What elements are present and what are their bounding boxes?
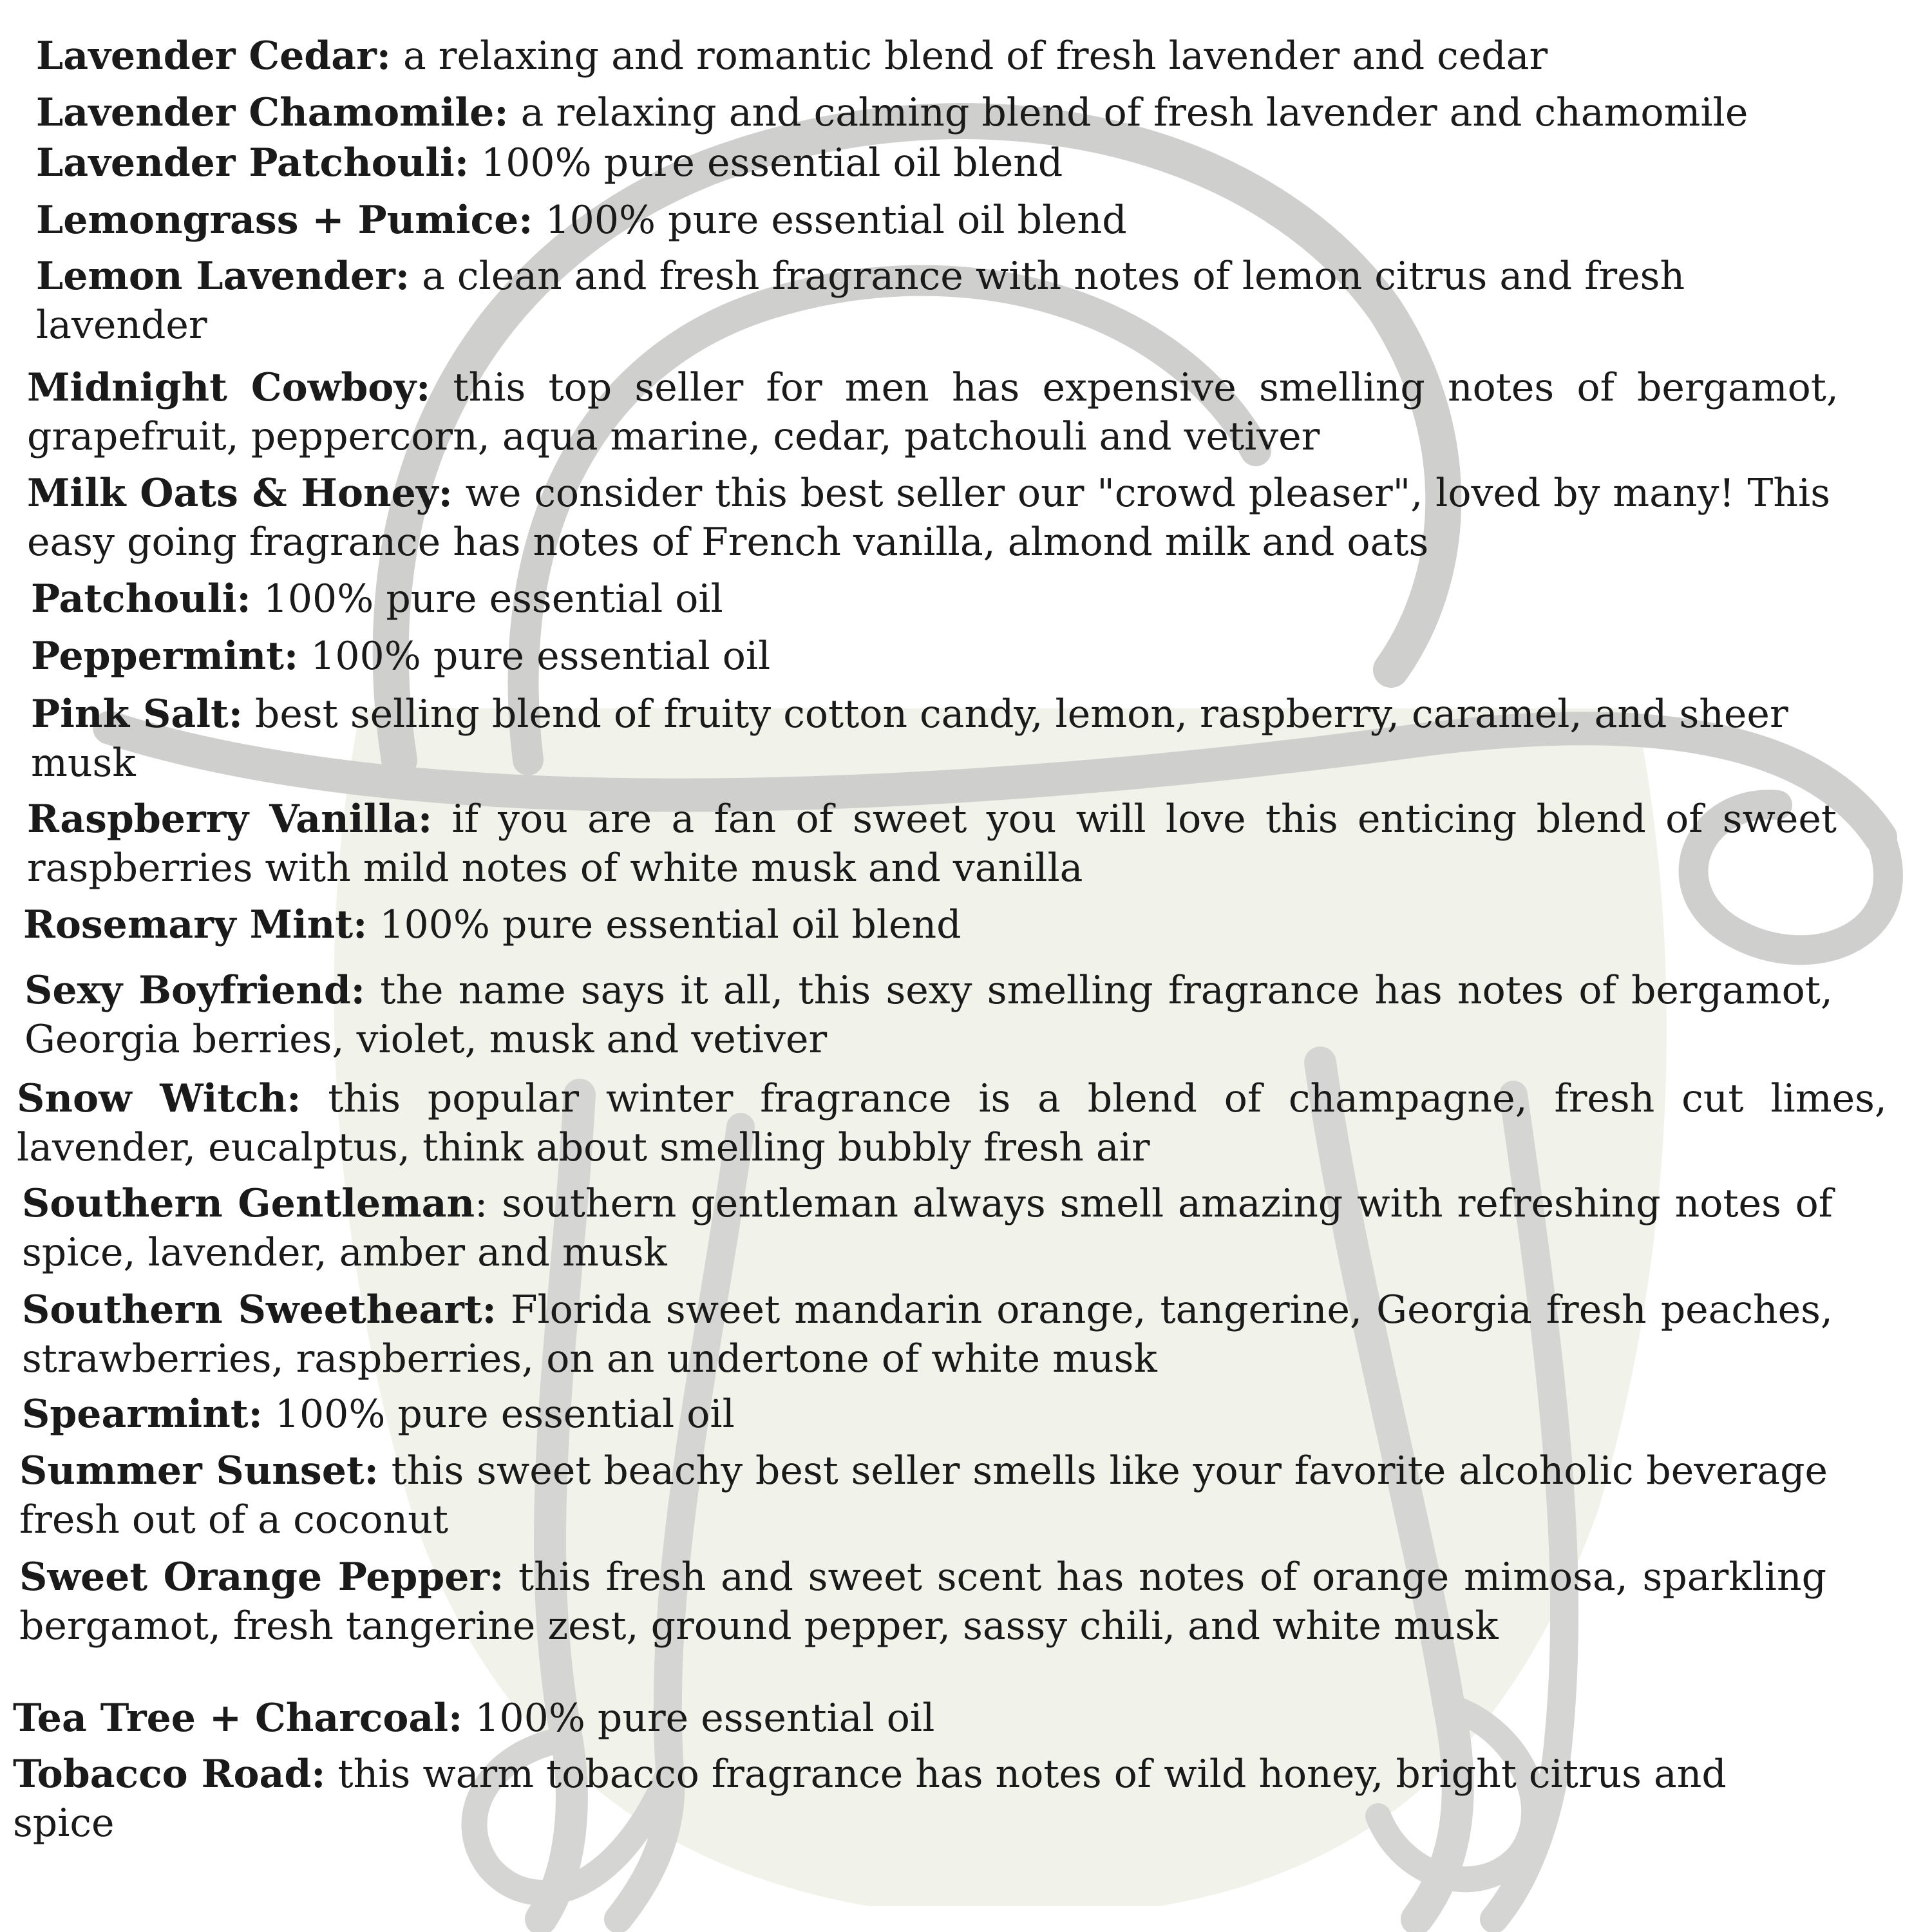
list-item [22, 1390, 1889, 1439]
list-item [22, 1285, 1833, 1383]
fragrance-name: Rosemary Mint: [23, 902, 368, 947]
fragrance-description: this fresh and sweet scent has notes of orange mimosa, sparkling bergamot, fresh tangerine zest, ground pepper, sassy chili, and white musk [19, 1555, 1826, 1649]
list-item [13, 1750, 1835, 1848]
list-item [23, 900, 1891, 949]
fragrance-name: Southern Gentleman [22, 1181, 475, 1226]
fragrance-description: this top seller for men has expensive smelling notes of bergamot, grapefruit, peppercorn, aqua marine, cedar, patchouli and vetiver [27, 365, 1839, 459]
list-item [31, 574, 1899, 623]
list-item [31, 690, 1853, 788]
fragrance-name: Lemongrass + Pumice: [36, 198, 533, 243]
fragrance-name: Lemon Lavender: [36, 254, 410, 299]
fragrance-name: Sweet Orange Pepper: [19, 1555, 504, 1600]
fragrance-description: the name says it all, this sexy smelling fragrance has notes of bergamot, Georgia berries, violet, musk and vetiver [24, 968, 1833, 1062]
list-item [31, 632, 1899, 681]
fragrance-name: Tobacco Road: [13, 1752, 326, 1797]
list-item [19, 1446, 1828, 1544]
fragrance-description: 100% pure essential oil [462, 1696, 935, 1741]
fragrance-description: 100% pure essential oil [251, 576, 723, 621]
list-item [36, 32, 1904, 80]
list-item [24, 966, 1833, 1064]
fragrance-name: Pink Salt: [31, 692, 243, 737]
fragrance-name: Tea Tree + Charcoal: [13, 1696, 463, 1741]
list-item [36, 88, 1923, 137]
list-item [27, 795, 1837, 893]
fragrance-name: Patchouli: [31, 576, 251, 621]
fragrance-description: 100% pure essential oil [262, 1392, 735, 1437]
fragrance-description: this warm tobacco fragrance has notes of wild honey, bright citrus and spice [13, 1752, 1727, 1846]
list-item [36, 138, 1904, 187]
list-item [27, 469, 1830, 567]
fragrance-description: if you are a fan of sweet you will love this enticing blend of sweet raspberries with mild notes of white musk and vanilla [27, 797, 1837, 891]
fragrance-description: a relaxing and romantic blend of fresh lavender and cedar [390, 33, 1548, 79]
fragrance-description: Florida sweet mandarin orange, tangerine, Georgia fresh peaches, strawberries, raspberries, on an undertone of white musk [22, 1287, 1833, 1381]
fragrance-description: this popular winter fragrance is a blend of champagne, fresh cut limes, lavender, eucalptus, think about smelling bubbly fresh air [17, 1076, 1887, 1170]
list-item [36, 196, 1904, 245]
fragrance-description: 100% pure essential oil blend [367, 902, 961, 947]
fragrance-description: 100% pure essential oil [298, 634, 771, 679]
list-item [22, 1179, 1833, 1277]
fragrance-name: Lavender Patchouli: [36, 140, 469, 185]
list-item [19, 1553, 1826, 1651]
fragrance-name: Spearmint: [22, 1392, 263, 1437]
fragrance-name: Summer Sunset: [19, 1448, 379, 1493]
fragrance-name: Raspberry Vanilla: [27, 797, 433, 842]
fragrance-name: Midnight Cowboy: [27, 365, 431, 410]
fragrance-description: we consider this best seller our "crowd pleaser", loved by many! This easy going fragrance has notes of French vanilla, almond milk and oats [27, 471, 1830, 565]
fragrance-name: Peppermint: [31, 634, 299, 679]
fragrance-name: Lavender Cedar: [36, 33, 391, 79]
list-item [27, 363, 1839, 461]
fragrance-name: Sexy Boyfriend: [24, 968, 365, 1013]
fragrance-description: a relaxing and calming blend of fresh lavender and chamomile [508, 90, 1748, 135]
list-item [36, 252, 1859, 350]
fragrance-description: 100% pure essential oil blend [468, 140, 1063, 185]
fragrance-description: a clean and fresh fragrance with notes of lemon citrus and fresh lavender [36, 254, 1685, 348]
fragrance-description: best selling blend of fruity cotton candy, lemon, raspberry, caramel, and sheer musk [31, 692, 1788, 786]
fragrance-name: Milk Oats & Honey: [27, 471, 453, 516]
fragrance-description: : southern gentleman always smell amazing with refreshing notes of spice, lavender, amber and musk [22, 1181, 1833, 1275]
list-item [17, 1074, 1887, 1172]
fragrance-name: Lavender Chamomile: [36, 90, 509, 135]
fragrance-name: Snow Witch: [17, 1076, 301, 1121]
fragrance-description: this sweet beachy best seller smells like your favorite alcoholic beverage fresh out of a coconut [19, 1448, 1828, 1542]
fragrance-description: 100% pure essential oil blend [533, 198, 1127, 243]
list-item [13, 1694, 1880, 1743]
fragrance-name: Southern Sweetheart: [22, 1287, 497, 1332]
